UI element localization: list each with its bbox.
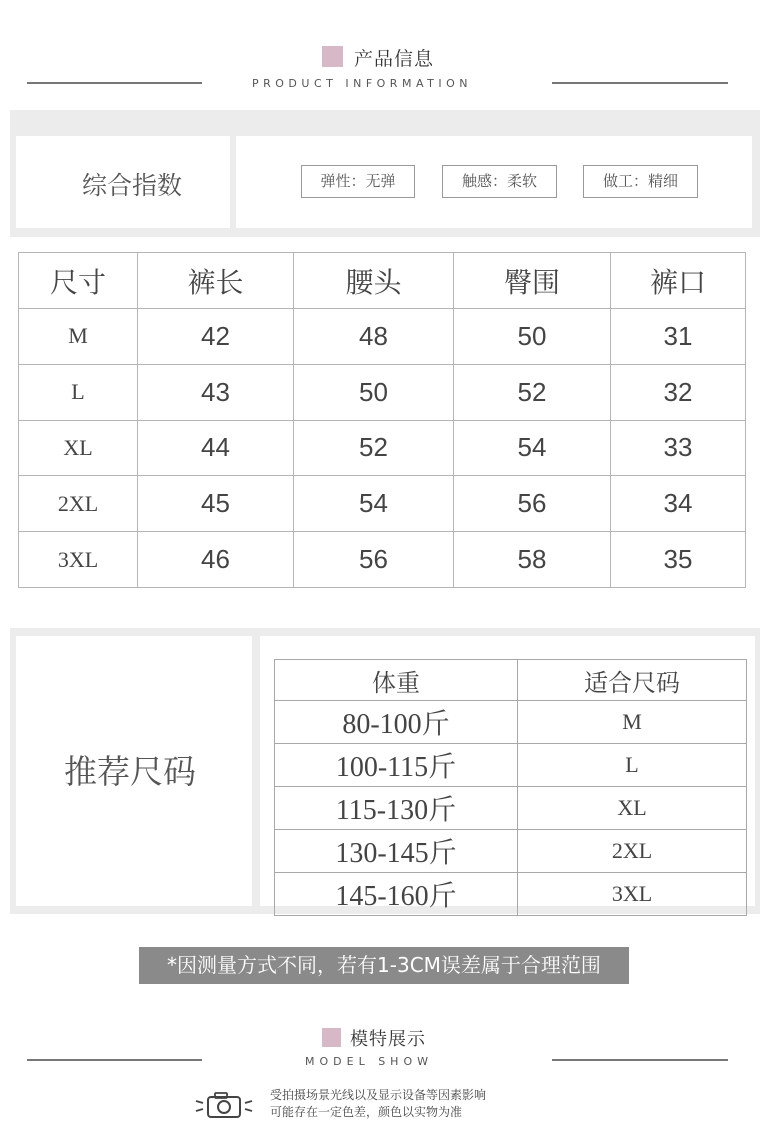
fit-size: L [518,744,747,787]
tag-elasticity: 弹性：无弹 [301,165,415,198]
header-hip: 臀围 [454,253,611,309]
table-row [275,830,747,873]
size-label: XL [19,420,138,476]
waist-value: 52 [294,420,454,476]
hip-value: 58 [454,532,611,588]
weight-range: 130-145斤 [275,830,518,873]
weight-range: 115-130斤 [275,787,518,830]
hip-value: 54 [454,420,611,476]
fit-size: 3XL [518,873,747,916]
hip-value: 52 [454,364,611,420]
table-row [275,701,747,744]
header-waist: 腰头 [294,253,454,309]
waist-value: 54 [294,476,454,532]
size-label: M [19,309,138,365]
size-label: 3XL [19,532,138,588]
header-hem: 裤口 [611,253,746,309]
length-value: 42 [138,309,294,365]
header-fit-size: 适合尺码 [518,660,747,701]
table-row [275,873,747,916]
recommend-label: 推荐尺码 [64,752,196,791]
hip-value: 50 [454,309,611,365]
table-row [19,364,746,420]
table-row [19,309,746,365]
length-value: 45 [138,476,294,532]
size-table-header-row [19,253,746,309]
waist-value: 50 [294,364,454,420]
table-row [19,420,746,476]
header-size: 尺寸 [19,253,138,309]
model-left-line [27,1059,202,1061]
hem-value: 31 [611,309,746,365]
fit-size: M [518,701,747,744]
waist-value: 56 [294,532,454,588]
tag-touch: 触感：柔软 [442,165,557,198]
length-value: 44 [138,420,294,476]
recommend-header-row [275,660,747,701]
header-left-line [27,82,202,84]
model-show-title: 模特展示 [350,1029,426,1050]
table-row [275,744,747,787]
product-info-subtitle: PRODUCT INFORMATION [252,77,472,90]
fit-size: XL [518,787,747,830]
hem-value: 33 [611,420,746,476]
weight-range: 145-160斤 [275,873,518,916]
weight-range: 100-115斤 [275,744,518,787]
hem-value: 32 [611,364,746,420]
model-right-line [552,1059,728,1061]
table-row [19,532,746,588]
recommend-table [274,659,747,916]
header-length: 裤长 [138,253,294,309]
measurement-notice: *因测量方式不同，若有1-3CM误差属于合理范围 [139,947,629,984]
table-row [19,476,746,532]
model-accent-square [322,1028,341,1047]
tag-workmanship: 做工：精细 [583,165,698,198]
weight-range: 80-100斤 [275,701,518,744]
header-weight: 体重 [275,660,518,701]
length-value: 43 [138,364,294,420]
header-accent-square [322,46,343,67]
waist-value: 48 [294,309,454,365]
model-show-subtitle: MODEL SHOW [305,1055,433,1068]
table-row [275,787,747,830]
hem-value: 35 [611,532,746,588]
length-value: 46 [138,532,294,588]
header-right-line [552,82,728,84]
fit-size: 2XL [518,830,747,873]
product-info-title: 产品信息 [354,48,435,70]
hip-value: 56 [454,476,611,532]
index-label: 综合指数 [82,171,183,200]
footer-line-2: 可能存在一定色差，颜色以实物为准 [270,1105,463,1119]
footer-line-1: 受拍摄场景光线以及显示设备等因素影响 [270,1088,487,1102]
camera-icon [194,1089,254,1121]
hem-value: 34 [611,476,746,532]
size-label: 2XL [19,476,138,532]
size-table [18,252,746,588]
size-label: L [19,364,138,420]
